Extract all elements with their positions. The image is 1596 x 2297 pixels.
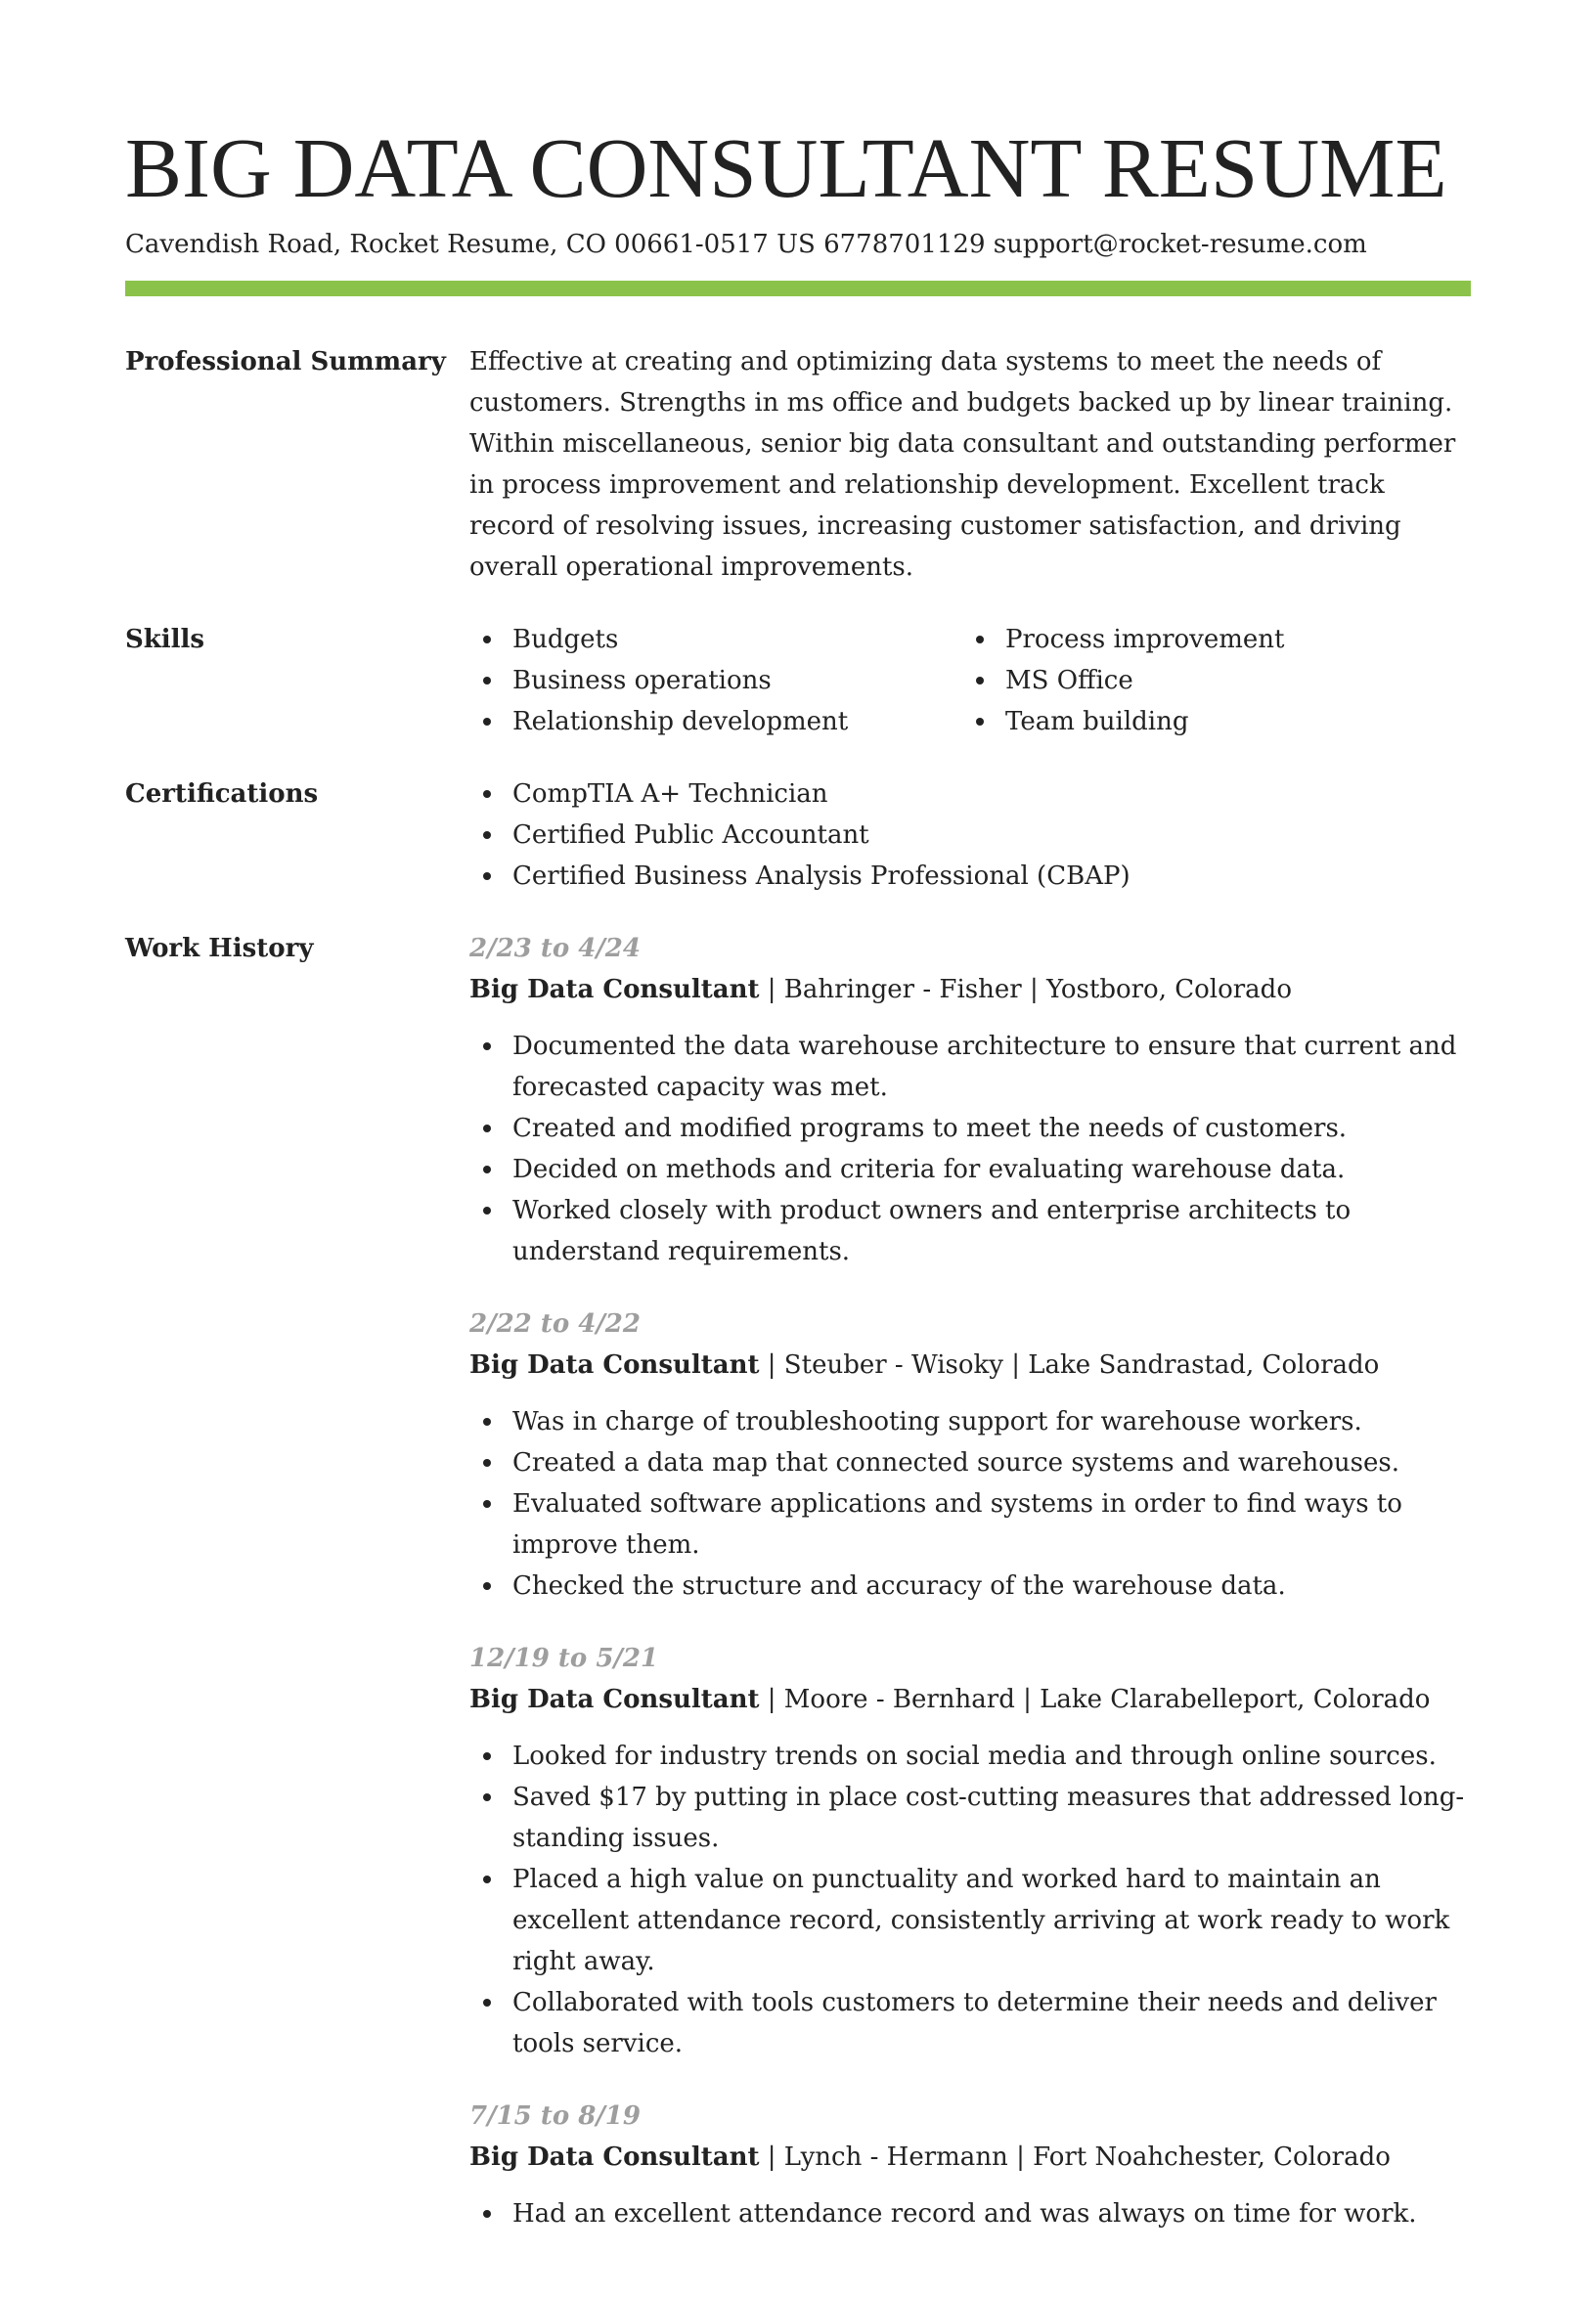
- certification-item: Certified Public Accountant: [512, 815, 1471, 856]
- resume-title: BIG DATA CONSULTANT RESUME: [125, 120, 1447, 215]
- summary-text: Effective at creating and optimizing data systems to meet the needs of customers. Strengths in ms office and budgets backed up by linear training. Within miscellaneous, senior big data consultant and outstanding performer in process improvement and relationship development. Excellent track record of resolving issues, increasing customer satisfaction, and driving overall operational improvements.: [469, 347, 1456, 582]
- section-label-work-history: Work History: [125, 934, 314, 963]
- skill-item: Team building: [1005, 701, 1475, 742]
- certification-item: CompTIA A+ Technician: [512, 773, 1471, 815]
- job-entry: [469, 1303, 1471, 1607]
- skill-item: Business operations: [512, 660, 962, 701]
- job-dates: 7/15 to 8/19: [469, 2101, 641, 2131]
- job-bullet: Had an excellent attendance record and was always on time for work.: [512, 2193, 1471, 2234]
- contact-phone: 6778701129: [823, 230, 986, 259]
- skill-item: MS Office: [1005, 660, 1475, 701]
- job-title: Big Data Consultant: [469, 2142, 760, 2172]
- job-bullet: Saved $17 by putting in place cost-cutting measures that addressed long-standing issues.: [512, 1777, 1471, 1859]
- job-entry: [469, 1638, 1471, 2064]
- job-entry: [469, 928, 1471, 1272]
- job-bullets: [469, 1736, 1471, 2064]
- job-heading: [469, 2137, 1471, 2178]
- section-label-summary: Professional Summary: [125, 347, 446, 376]
- skill-item: Budgets: [512, 619, 962, 660]
- job-dates: 2/23 to 4/24: [469, 934, 641, 963]
- job-details: | Moore - Bernhard | Lake Clarabelleport, Colorado: [759, 1685, 1431, 1714]
- skills-list-right: [962, 619, 1475, 742]
- job-bullet: Checked the structure and accuracy of the warehouse data.: [512, 1566, 1471, 1607]
- job-entry: [469, 2096, 1471, 2234]
- certifications-list: [469, 773, 1471, 897]
- job-bullet: Documented the data warehouse architecture to ensure that current and forecasted capacity was met.: [512, 1026, 1471, 1108]
- job-bullet: Collaborated with tools customers to determine their needs and deliver tools service.: [512, 1982, 1471, 2064]
- job-title: Big Data Consultant: [469, 1350, 760, 1380]
- summary-section: [125, 341, 1471, 588]
- job-title: Big Data Consultant: [469, 975, 760, 1004]
- job-heading: [469, 1345, 1471, 1386]
- certifications-section: [125, 773, 1471, 897]
- job-bullet: Created a data map that connected source systems and warehouses.: [512, 1442, 1471, 1483]
- contact-email: support@rocket-resume.com: [993, 230, 1367, 259]
- contact-address: Cavendish Road, Rocket Resume, CO 00661-0517 US: [125, 230, 816, 259]
- skill-item: Relationship development: [512, 701, 962, 742]
- job-title: Big Data Consultant: [469, 1685, 760, 1714]
- job-bullet: Was in charge of troubleshooting support for warehouse workers.: [512, 1401, 1471, 1442]
- job-heading: [469, 1679, 1471, 1720]
- job-bullet: Decided on methods and criteria for evaluating warehouse data.: [512, 1149, 1471, 1190]
- job-bullet: Placed a high value on punctuality and worked hard to maintain an excellent attendance record, consistently arriving at work ready to work right away.: [512, 1859, 1471, 1982]
- resume-page: [125, 117, 1471, 2297]
- header-divider: [125, 281, 1471, 296]
- job-bullets: [469, 2193, 1471, 2234]
- skills-section: [125, 619, 1471, 742]
- job-bullet: Looked for industry trends on social media and through online sources.: [512, 1736, 1471, 1777]
- skill-item: Process improvement: [1005, 619, 1475, 660]
- job-dates: 2/22 to 4/22: [469, 1309, 641, 1339]
- job-bullet: Worked closely with product owners and enterprise architects to understand requirements.: [512, 1190, 1471, 1272]
- job-details: | Lynch - Hermann | Fort Noahchester, Colorado: [759, 2142, 1391, 2172]
- job-bullets: [469, 1026, 1471, 1272]
- contact-line: [125, 227, 1471, 262]
- certification-item: Certified Business Analysis Professional (CBAP): [512, 856, 1471, 897]
- job-dates: 12/19 to 5/21: [469, 1644, 659, 1673]
- job-bullet: Evaluated software applications and systems in order to find ways to improve them.: [512, 1483, 1471, 1566]
- section-label-skills: Skills: [125, 625, 205, 654]
- skills-list-left: [469, 619, 962, 742]
- job-details: | Steuber - Wisoky | Lake Sandrastad, Colorado: [759, 1350, 1380, 1380]
- job-heading: [469, 969, 1471, 1010]
- section-label-certifications: Certifications: [125, 779, 319, 809]
- job-bullet: Created and modified programs to meet the needs of customers.: [512, 1108, 1471, 1149]
- job-bullets: [469, 1401, 1471, 1607]
- job-details: | Bahringer - Fisher | Yostboro, Colorado: [759, 975, 1292, 1004]
